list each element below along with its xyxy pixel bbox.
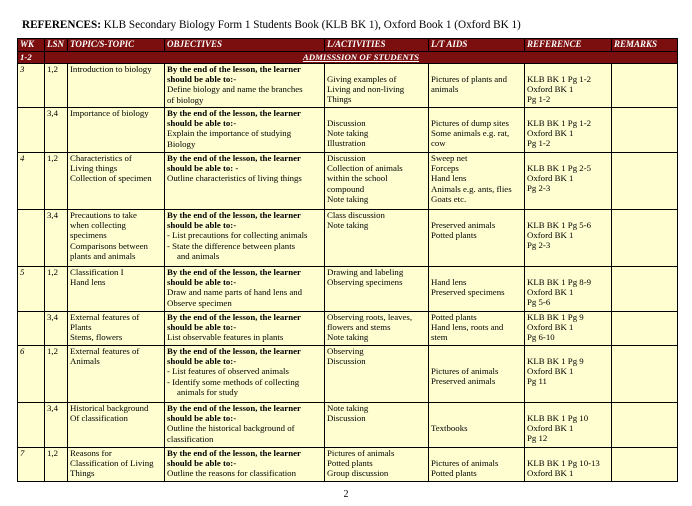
cell-remarks xyxy=(612,64,678,108)
cell-activities-line xyxy=(327,64,426,74)
cell-activities-line: Note taking xyxy=(327,332,369,343)
cell-topic xyxy=(68,210,165,267)
cell-activities xyxy=(325,346,429,403)
cell-activities xyxy=(325,403,429,448)
cell-activities-line: Things xyxy=(327,94,352,105)
cell-topic-line: Introduction to biology xyxy=(70,64,152,74)
cell-activities-line: Observing roots, leaves, xyxy=(327,312,413,322)
header-aids: L/T AIDS xyxy=(429,39,525,52)
cell-reference-line: Pg 11 xyxy=(527,376,547,387)
cell-objectives-line: Observe specimen xyxy=(167,297,232,308)
cell-reference-line: KLB BK 1 Pg 8-9 xyxy=(527,277,592,287)
cell-objectives xyxy=(165,346,325,403)
cell-objectives xyxy=(165,210,325,267)
cell-objectives-line: should be able to:- xyxy=(167,413,237,424)
cell-week: 5 xyxy=(18,267,45,312)
cell-reference-line: KLB BK 1 Pg 9 xyxy=(527,356,584,366)
cell-activities-line: Note taking xyxy=(327,403,369,413)
cell-objectives-line: Outline the historical background of xyxy=(167,423,295,434)
cell-objectives xyxy=(165,64,325,108)
cell-objectives-line: and animals xyxy=(177,250,220,261)
cell-topic xyxy=(68,153,165,210)
cell-aids-line: Forceps xyxy=(431,163,459,174)
cell-remarks xyxy=(612,153,678,210)
cell-objectives-line: By the end of the lesson, the learner xyxy=(167,312,301,322)
cell-aids-line xyxy=(431,108,522,118)
cell-objectives-line: should be able to:- xyxy=(167,356,237,367)
cell-topic xyxy=(68,108,165,153)
cell-activities-line: compound xyxy=(327,183,365,194)
cell-topic-line: Comparisons between xyxy=(70,240,148,251)
cell-reference-line xyxy=(527,267,609,277)
cell-week: 4 xyxy=(18,153,45,210)
cell-aids-line: Hand lens, roots and xyxy=(431,322,504,333)
table-row xyxy=(18,108,678,153)
cell-aids-line: Sweep net xyxy=(431,153,468,163)
cell-topic-line: Historical background xyxy=(70,403,149,413)
cell-aids-line: Hand lens xyxy=(431,277,467,287)
cell-lesson: 1,2 xyxy=(45,153,68,210)
references-label: REFERENCES: xyxy=(22,19,101,31)
cell-objectives-line: Explain the importance of studying xyxy=(167,128,292,139)
cell-topic xyxy=(68,346,165,403)
cell-reference-line: KLB BK 1 Pg 10 xyxy=(527,413,589,423)
cell-lesson: 1,2 xyxy=(45,267,68,312)
cell-reference xyxy=(525,64,612,108)
cell-remarks xyxy=(612,403,678,448)
cell-objectives xyxy=(165,108,325,153)
cell-topic xyxy=(68,64,165,108)
cell-aids xyxy=(429,346,525,403)
cell-reference xyxy=(525,153,612,210)
cell-objectives xyxy=(165,312,325,346)
cell-aids xyxy=(429,153,525,210)
cell-activities-line: flowers and stems xyxy=(327,322,391,333)
cell-aids-line xyxy=(431,448,522,458)
header-remarks: REMARKS xyxy=(612,39,678,52)
cell-aids-line: Goats etc. xyxy=(431,193,467,204)
cell-aids xyxy=(429,108,525,153)
cell-activities-line: Observing xyxy=(327,346,364,356)
cell-reference xyxy=(525,267,612,312)
cell-lesson: 1,2 xyxy=(45,448,68,482)
cell-activities-line: Living and non-living xyxy=(327,84,405,95)
cell-aids-line xyxy=(431,210,522,220)
cell-reference-line: Oxford BK 1 xyxy=(527,468,574,479)
cell-reference-line: Pg 1-2 xyxy=(527,138,551,149)
cell-objectives-line: Draw and name parts of hand lens and xyxy=(167,287,303,298)
cell-objectives-line: - Identify some methods of collecting xyxy=(167,376,300,387)
cell-objectives-line: By the end of the lesson, the learner xyxy=(167,346,301,356)
cell-activities-line: Group discussion xyxy=(327,468,389,479)
cell-activities-line: Class discussion xyxy=(327,210,385,220)
cell-topic-line: Classification of Living xyxy=(70,458,154,469)
cell-objectives-line: - State the difference between plants xyxy=(167,240,296,251)
cell-activities xyxy=(325,312,429,346)
cell-lesson: 3,4 xyxy=(45,403,68,448)
header-objectives: OBJECTIVES xyxy=(165,39,325,52)
cell-activities-line: Discussion xyxy=(327,153,366,163)
cell-topic-line: External features of xyxy=(70,312,140,322)
cell-objectives-line: By the end of the lesson, the learner xyxy=(167,64,301,74)
cell-reference xyxy=(525,448,612,482)
cell-objectives-line: Define biology and name the branches xyxy=(167,84,303,95)
cell-aids xyxy=(429,210,525,267)
cell-activities-line: Discussion xyxy=(327,356,366,367)
cell-reference-line: KLB BK 1 Pg 5-6 xyxy=(527,220,592,230)
cell-activities-line: Drawing and labeling xyxy=(327,267,404,277)
cell-topic-line: Of classification xyxy=(70,413,128,424)
cell-aids-line: Pictures of dump sites xyxy=(431,118,509,128)
cell-objectives-line: By the end of the lesson, the learner xyxy=(167,153,301,163)
cell-topic-line: Precautions to take xyxy=(70,210,137,220)
cell-aids-line: Preserved animals xyxy=(431,376,496,387)
cell-reference-line: Pg 5-6 xyxy=(527,297,551,308)
scheme-of-work-table xyxy=(17,38,678,482)
cell-reference-line: Oxford BK 1 xyxy=(527,366,574,377)
page-number: 2 xyxy=(343,489,349,500)
cell-objectives-line: By the end of the lesson, the learner xyxy=(167,448,301,458)
cell-reference xyxy=(525,346,612,403)
table-row xyxy=(18,64,678,108)
cell-objectives-line: By the end of the lesson, the learner xyxy=(167,403,301,413)
cell-aids-line: animals xyxy=(431,84,459,95)
cell-reference-line: Pg 6-10 xyxy=(527,332,555,343)
cell-reference xyxy=(525,210,612,267)
header-activities: L/ACTIVITIES xyxy=(325,39,429,52)
cell-aids-line: Some animals e.g. rat, xyxy=(431,128,510,139)
cell-reference-line xyxy=(527,210,609,220)
cell-aids-line: stem xyxy=(431,332,448,343)
cell-objectives-line: - List precautions for collecting animals xyxy=(167,230,308,241)
cell-reference-line xyxy=(527,108,609,118)
cell-topic-line: when collecting xyxy=(70,220,126,231)
header-topic: TOPIC/S-TOPIC xyxy=(68,39,165,52)
cell-lesson: 1,2 xyxy=(45,64,68,108)
cell-lesson: 3,4 xyxy=(45,210,68,267)
cell-activities-line: Pictures of animals xyxy=(327,448,395,458)
cell-objectives-line: - List features of observed animals xyxy=(167,366,289,377)
cell-activities-line: Note taking xyxy=(327,193,369,204)
header-row xyxy=(18,39,678,52)
cell-activities-line: Collection of animals xyxy=(327,163,403,174)
cell-objectives-line: By the end of the lesson, the learner xyxy=(167,267,301,277)
cell-topic-line: Animals xyxy=(70,356,100,367)
cell-reference-line: Pg 2-3 xyxy=(527,183,551,194)
cell-remarks xyxy=(612,312,678,346)
admission-row xyxy=(18,52,678,64)
cell-reference-line xyxy=(527,64,609,74)
cell-activities-line: Discussion xyxy=(327,413,366,424)
cell-objectives xyxy=(165,448,325,482)
cell-topic xyxy=(68,312,165,346)
cell-week: 6 xyxy=(18,346,45,403)
cell-objectives-line: Outline the reasons for classification xyxy=(167,468,296,479)
cell-reference-line: KLB BK 1 Pg 1-2 xyxy=(527,118,592,128)
cell-objectives xyxy=(165,267,325,312)
cell-objectives xyxy=(165,403,325,448)
cell-topic xyxy=(68,448,165,482)
cell-aids-line xyxy=(431,413,522,423)
references-line xyxy=(22,19,521,31)
cell-topic-line: Classification I xyxy=(70,267,124,277)
cell-activities xyxy=(325,108,429,153)
cell-aids-line: Potted plants xyxy=(431,468,477,479)
cell-remarks xyxy=(612,448,678,482)
cell-aids-line: Animals e.g. ants, flies xyxy=(431,183,512,194)
cell-aids-line xyxy=(431,267,522,277)
cell-topic-line: Things xyxy=(70,468,95,479)
cell-remarks xyxy=(612,108,678,153)
cell-reference-line: Pg 12 xyxy=(527,433,548,444)
cell-reference-line: KLB BK 1 Pg 10-13 xyxy=(527,458,600,468)
cell-topic-line: Hand lens xyxy=(70,277,106,288)
table-row xyxy=(18,210,678,267)
cell-topic-line: Collection of specimen xyxy=(70,173,152,184)
cell-aids-line: Potted plants xyxy=(431,312,477,322)
cell-week xyxy=(18,210,45,267)
cell-objectives-line: Biology xyxy=(167,138,196,149)
cell-objectives-line: should be able to:- xyxy=(167,220,237,231)
cell-topic-line: Importance of biology xyxy=(70,108,149,118)
cell-aids-line: Potted plants xyxy=(431,230,477,241)
cell-activities-line: Illustration xyxy=(327,138,366,149)
cell-objectives-line: of biology xyxy=(167,94,204,105)
cell-aids-line xyxy=(431,356,522,366)
cell-reference-line: KLB BK 1 Pg 2-5 xyxy=(527,163,592,173)
cell-aids-line: Pictures of plants and xyxy=(431,74,507,84)
cell-objectives-line: should be able to:- xyxy=(167,118,237,129)
cell-week: 7 xyxy=(18,448,45,482)
cell-aids-line: Preserved animals xyxy=(431,220,496,230)
cell-activities-line: within the school xyxy=(327,173,388,184)
cell-week xyxy=(18,108,45,153)
cell-aids-line: Pictures of animals xyxy=(431,366,499,376)
cell-objectives-line: should be able to:- xyxy=(167,277,237,288)
cell-week xyxy=(18,403,45,448)
cell-reference-line xyxy=(527,346,609,356)
header-wk: WK xyxy=(18,39,45,52)
cell-activities-line: Discussion xyxy=(327,118,366,128)
cell-topic-line: plants and animals xyxy=(70,250,136,261)
cell-aids xyxy=(429,64,525,108)
cell-reference-line: Pg 1-2 xyxy=(527,94,551,105)
cell-reference-line: Oxford BK 1 xyxy=(527,230,574,241)
cell-aids xyxy=(429,267,525,312)
cell-reference xyxy=(525,403,612,448)
cell-topic-line: External features of xyxy=(70,346,140,356)
cell-activities xyxy=(325,267,429,312)
cell-reference-line: Oxford BK 1 xyxy=(527,128,574,139)
cell-activities-line: Observing specimens xyxy=(327,277,403,288)
admission-text: ADMISSSION OF STUDENTS xyxy=(45,52,678,64)
cell-remarks xyxy=(612,267,678,312)
cell-objectives-line: should be able to:- xyxy=(167,74,237,85)
cell-aids xyxy=(429,403,525,448)
cell-aids-line: Hand lens xyxy=(431,173,467,184)
cell-reference-line: KLB BK 1 Pg 9 xyxy=(527,312,584,322)
cell-aids-line: Textbooks xyxy=(431,423,468,433)
cell-remarks xyxy=(612,346,678,403)
cell-objectives-line: should be able to:- xyxy=(167,322,237,333)
cell-objectives-line: should be able to:- xyxy=(167,458,237,469)
cell-reference xyxy=(525,108,612,153)
cell-reference-line: Oxford BK 1 xyxy=(527,287,574,298)
cell-lesson: 3,4 xyxy=(45,108,68,153)
cell-activities-line: Note taking xyxy=(327,220,369,231)
cell-reference-line: Pg 2-3 xyxy=(527,240,551,251)
cell-objectives-line: animals for study xyxy=(177,386,239,397)
table-row xyxy=(18,153,678,210)
cell-objectives-line: classification xyxy=(167,433,214,444)
cell-week: 3 xyxy=(18,64,45,108)
cell-objectives-line: By the end of the lesson, the learner xyxy=(167,108,301,118)
cell-activities xyxy=(325,210,429,267)
cell-aids xyxy=(429,312,525,346)
cell-objectives-line: Outline characteristics of living things xyxy=(167,173,302,184)
table-row xyxy=(18,312,678,346)
cell-topic-line: Plants xyxy=(70,322,92,333)
cell-topic xyxy=(68,267,165,312)
cell-topic-line: specimens xyxy=(70,230,107,241)
cell-lesson: 1,2 xyxy=(45,346,68,403)
header-lsn: LSN xyxy=(45,39,68,52)
cell-objectives-line: should be able to: - xyxy=(167,163,239,174)
cell-aids-line: cow xyxy=(431,138,446,149)
cell-activities-line xyxy=(327,108,426,118)
table-row xyxy=(18,267,678,312)
cell-aids-line xyxy=(431,346,522,356)
cell-objectives xyxy=(165,153,325,210)
cell-activities-line: Potted plants xyxy=(327,458,373,469)
cell-aids-line xyxy=(431,64,522,74)
cell-lesson: 3,4 xyxy=(45,312,68,346)
cell-aids-line xyxy=(431,403,522,413)
cell-topic-line: Living things xyxy=(70,163,118,174)
header-reference: REFERENCE xyxy=(525,39,612,52)
cell-topic xyxy=(68,403,165,448)
cell-remarks xyxy=(612,210,678,267)
cell-week xyxy=(18,312,45,346)
cell-objectives-line: By the end of the lesson, the learner xyxy=(167,210,301,220)
cell-topic-line: Stems, flowers xyxy=(70,332,123,343)
cell-reference-line: KLB BK 1 Pg 1-2 xyxy=(527,74,592,84)
cell-reference xyxy=(525,312,612,346)
cell-reference-line: Oxford BK 1 xyxy=(527,322,574,333)
cell-reference-line xyxy=(527,153,609,163)
cell-activities-line: Note taking xyxy=(327,128,369,139)
admission-week: 1-2 xyxy=(18,52,45,64)
cell-topic-line: Reasons for xyxy=(70,448,112,458)
cell-activities xyxy=(325,448,429,482)
references-text: KLB Secondary Biology Form 1 Students Book (KLB BK 1), Oxford Book 1 (Oxford BK 1) xyxy=(100,19,521,31)
cell-aids-line: Pictures of animals xyxy=(431,458,499,468)
table-row xyxy=(18,403,678,448)
cell-reference-line: Oxford BK 1 xyxy=(527,173,574,184)
cell-aids-line: Preserved specimens xyxy=(431,287,505,298)
table-row xyxy=(18,448,678,482)
cell-reference-line xyxy=(527,403,609,413)
cell-aids xyxy=(429,448,525,482)
cell-reference-line: Oxford BK 1 xyxy=(527,423,574,434)
cell-reference-line xyxy=(527,448,609,458)
cell-activities xyxy=(325,64,429,108)
cell-topic-line: Characteristics of xyxy=(70,153,132,163)
cell-activities xyxy=(325,153,429,210)
cell-reference-line: Oxford BK 1 xyxy=(527,84,574,95)
cell-objectives-line: List observable features in plants xyxy=(167,332,284,343)
cell-activities-line: Giving examples of xyxy=(327,74,397,84)
table-row xyxy=(18,346,678,403)
